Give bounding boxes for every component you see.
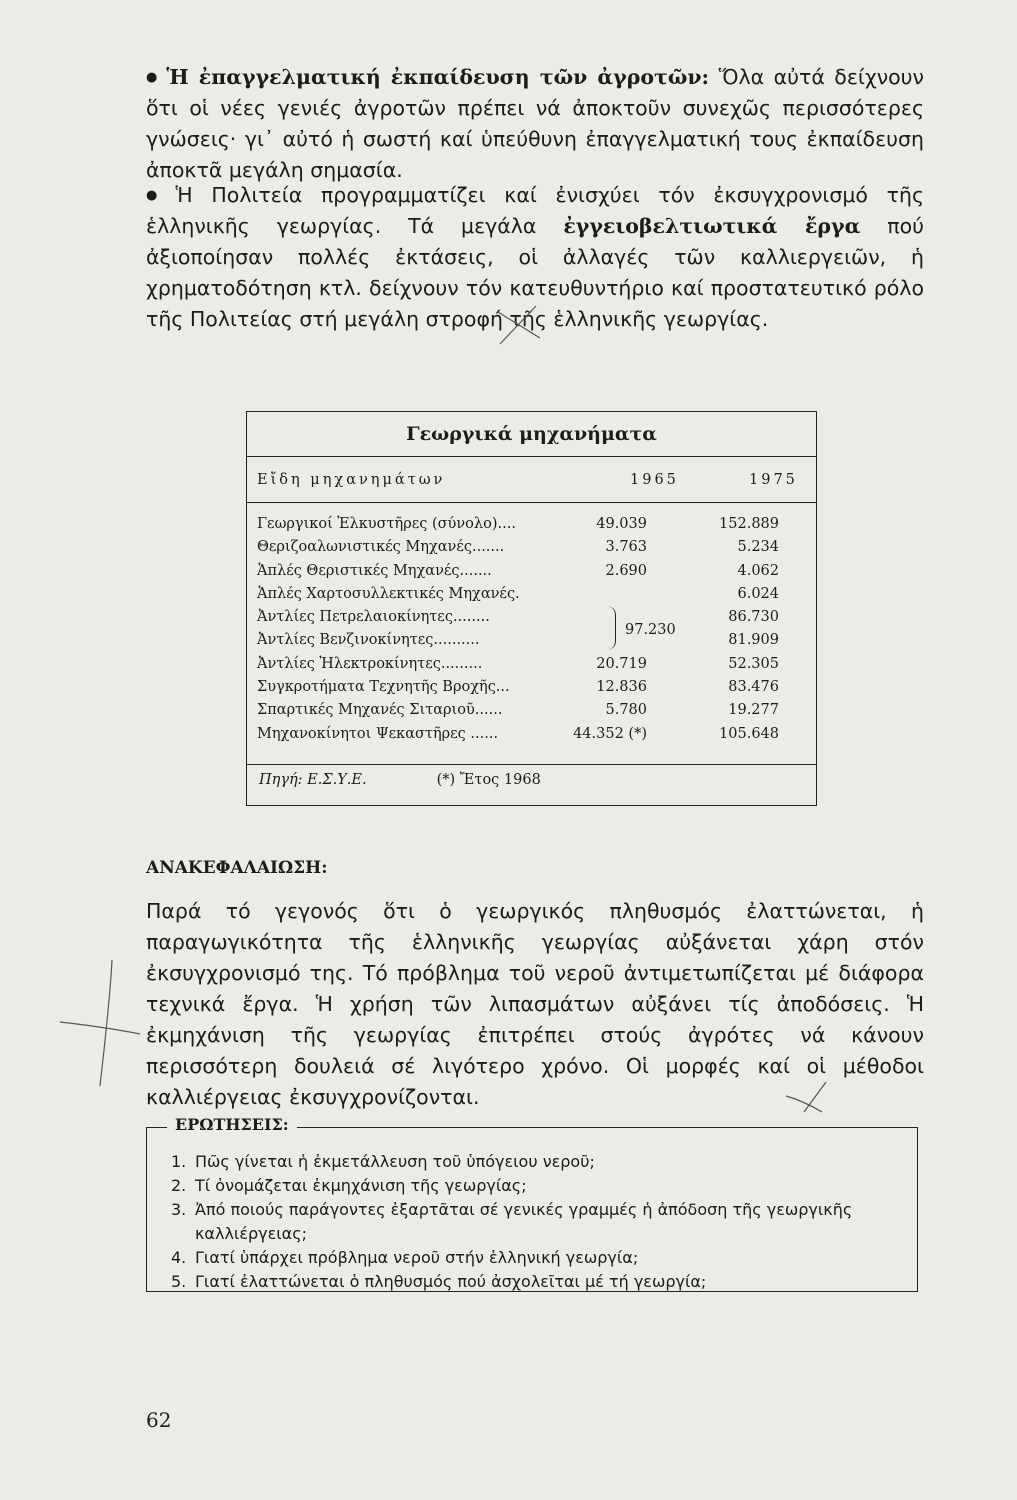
pencil-stroke xyxy=(60,1022,140,1034)
bold-term: ἐγγειοβελτιωτικά ἔργα xyxy=(563,214,861,238)
row-1965: 3.763 xyxy=(605,539,647,556)
question-number: 5. xyxy=(171,1272,187,1291)
row-1975: 6.024 xyxy=(737,585,779,602)
pencil-check-mark xyxy=(786,1082,826,1112)
questions-heading: ΕΡΩΤΗΣΕΙΣ: xyxy=(167,1115,297,1134)
merged-pumps-1965: 97.230 xyxy=(625,622,676,639)
question-text: Τί ὀνομάζεται ἐκμηχάνιση τῆς γεωργίας; xyxy=(195,1176,527,1195)
row-name: Ἁπλές Χαρτοσυλλεκτικές Μηχανές. xyxy=(257,585,520,602)
table-title: Γεωργικά μηχανήματα xyxy=(247,412,816,457)
row-1965: 44.352 (*) xyxy=(573,725,647,742)
row-name: Ἀντλίες Ἠλεκτροκίνητες......... xyxy=(257,655,483,672)
bullet-icon: ● xyxy=(146,70,161,85)
row-1965: 20.719 xyxy=(596,655,647,672)
question-number: 2. xyxy=(171,1176,187,1195)
row-1975: 105.648 xyxy=(719,725,779,742)
row-name: Ἀντλίες Βενζινοκίνητες.......... xyxy=(257,632,480,649)
row-1975: 83.476 xyxy=(728,679,779,696)
question-number: 1. xyxy=(171,1152,187,1171)
paragraph-text: Ὅλα αὐτά δείχνουν ὅτι οἱ νέες γενιές ἀγροτῶν πρέπει νά ἀποκτοῦν συνεχῶς περισσότερες γνώσεις· γι᾿ αὐτό ἡ σωστή καί ὑπεύθυνη ἐπαγγελματική τους ἐκπαίδευση ἀποκτᾶ μεγάλη σημασία. xyxy=(146,65,924,182)
summary-text: Παρά τό γεγονός ὅτι ὁ γεωργικός πληθυσμός ἐλαττώνεται, ἡ παραγωγικότητα τῆς ἑλληνικῆς γεωργίας αὐξάνεται χάρη στόν ἐκσυγχρονισμό της. Τό πρόβλημα τοῦ νεροῦ ἀντιμετωπίζεται μέ διάφορα τεχνικά ἔργα. Ἡ χρήση τῶν λιπασμάτων αὐξάνει τίς ἀποδόσεις. Ἡ ἐκμηχάνιση τῆς γεωργίας ἐπιτρέπει στούς ἀγρότες νά κάνουν περισσότερη δουλειά σέ λιγότερο χρόνο. Οἱ μορφές καί οἱ μέθοδοι καλλιέργειας ἐκσυγχρονίζονται. xyxy=(146,899,924,1109)
paragraph-title: Ἡ ἐπαγγελματική ἐκπαίδευση τῶν ἀγροτῶν: xyxy=(166,65,710,89)
row-name: Συγκροτήματα Τεχνητῆς Βροχῆς... xyxy=(257,679,510,696)
row-name: Θεριζοαλωνιστικές Μηχανές....... xyxy=(257,539,505,556)
row-1975: 19.277 xyxy=(728,702,779,719)
question-text: Ἀπό ποιούς παράγοντες ἐξαρτᾶται σέ γενικές γραμμές ἡ ἀπόδοση τῆς γεωργικῆς καλλιέργειας; xyxy=(195,1200,853,1243)
row-1975: 86.730 xyxy=(728,609,779,626)
summary-heading: ΑΝΑΚΕΦΑΛΑΙΩΣΗ: xyxy=(146,858,328,878)
question-text: Γιατί ὑπάρχει πρόβλημα νεροῦ στήν ἑλληνική γεωργία; xyxy=(195,1248,639,1267)
row-1975: 5.234 xyxy=(737,539,779,556)
bullet-icon: ● xyxy=(146,188,170,203)
row-1965: 2.690 xyxy=(605,562,647,579)
row-1965: 49.039 xyxy=(596,516,647,532)
pencil-x-mark xyxy=(498,306,540,344)
row-1975: 52.305 xyxy=(728,655,779,672)
row-name: Ἁπλές Θεριστικές Μηχανές....... xyxy=(257,562,492,579)
row-1975: 152.889 xyxy=(719,516,779,532)
pencil-stroke xyxy=(100,960,112,1086)
row-name: Γεωργικοί Ἑλκυστῆρες (σύνολο).... xyxy=(257,516,516,532)
question-number: 3. xyxy=(171,1200,187,1219)
question-number: 4. xyxy=(171,1248,187,1267)
page-number: 62 xyxy=(146,1408,172,1432)
paragraph-text: Ἡ Πολιτεία προγραμματίζει καί ἐνισχύει τόν ἐκσυγχρονισμό τῆς ἑλληνικῆς γεωργίας. Τά μεγάλα xyxy=(146,183,924,238)
table-note: (*) Ἔτος 1968 xyxy=(436,772,541,788)
row-name: Σπαρτικές Μηχανές Σιταριοῦ...... xyxy=(257,702,503,719)
row-1965: 12.836 xyxy=(596,679,647,696)
header-1975: 1975 xyxy=(749,472,798,488)
question-text: Γιατί ἐλαττώνεται ὁ πληθυσμός πού ἀσχολεῖται μέ τή γεωργία; xyxy=(195,1272,707,1291)
paragraph-text: πού ἀξιοποίησαν πολλές ἐκτάσεις, οἱ ἀλλαγές τῶν καλλιεργειῶν, ἡ χρηματοδότηση κτλ. δείχνουν τόν κατευθυντήριο καί προστατευτικό ρόλο τῆς Πολιτείας στή μεγάλη στροφή τῆς ἑλληνικῆς γεωργίας. xyxy=(146,214,924,331)
question-text: Πῶς γίνεται ἡ ἐκμετάλλευση τοῦ ὑπόγειου νεροῦ; xyxy=(195,1152,595,1171)
table-source: Πηγή: Ε.Σ.Υ.Ε. xyxy=(259,772,367,788)
header-machine-types: Εἴδη μηχανημάτων xyxy=(257,472,446,488)
row-1975: 4.062 xyxy=(737,562,779,579)
row-name: Ἀντλίες Πετρελαιοκίνητες........ xyxy=(257,609,490,626)
row-1975: 81.909 xyxy=(728,632,779,649)
row-1965: 5.780 xyxy=(605,702,647,719)
header-1965: 1965 xyxy=(630,472,679,488)
row-name: Μηχανοκίνητοι Ψεκαστῆρες ...... xyxy=(257,725,499,742)
